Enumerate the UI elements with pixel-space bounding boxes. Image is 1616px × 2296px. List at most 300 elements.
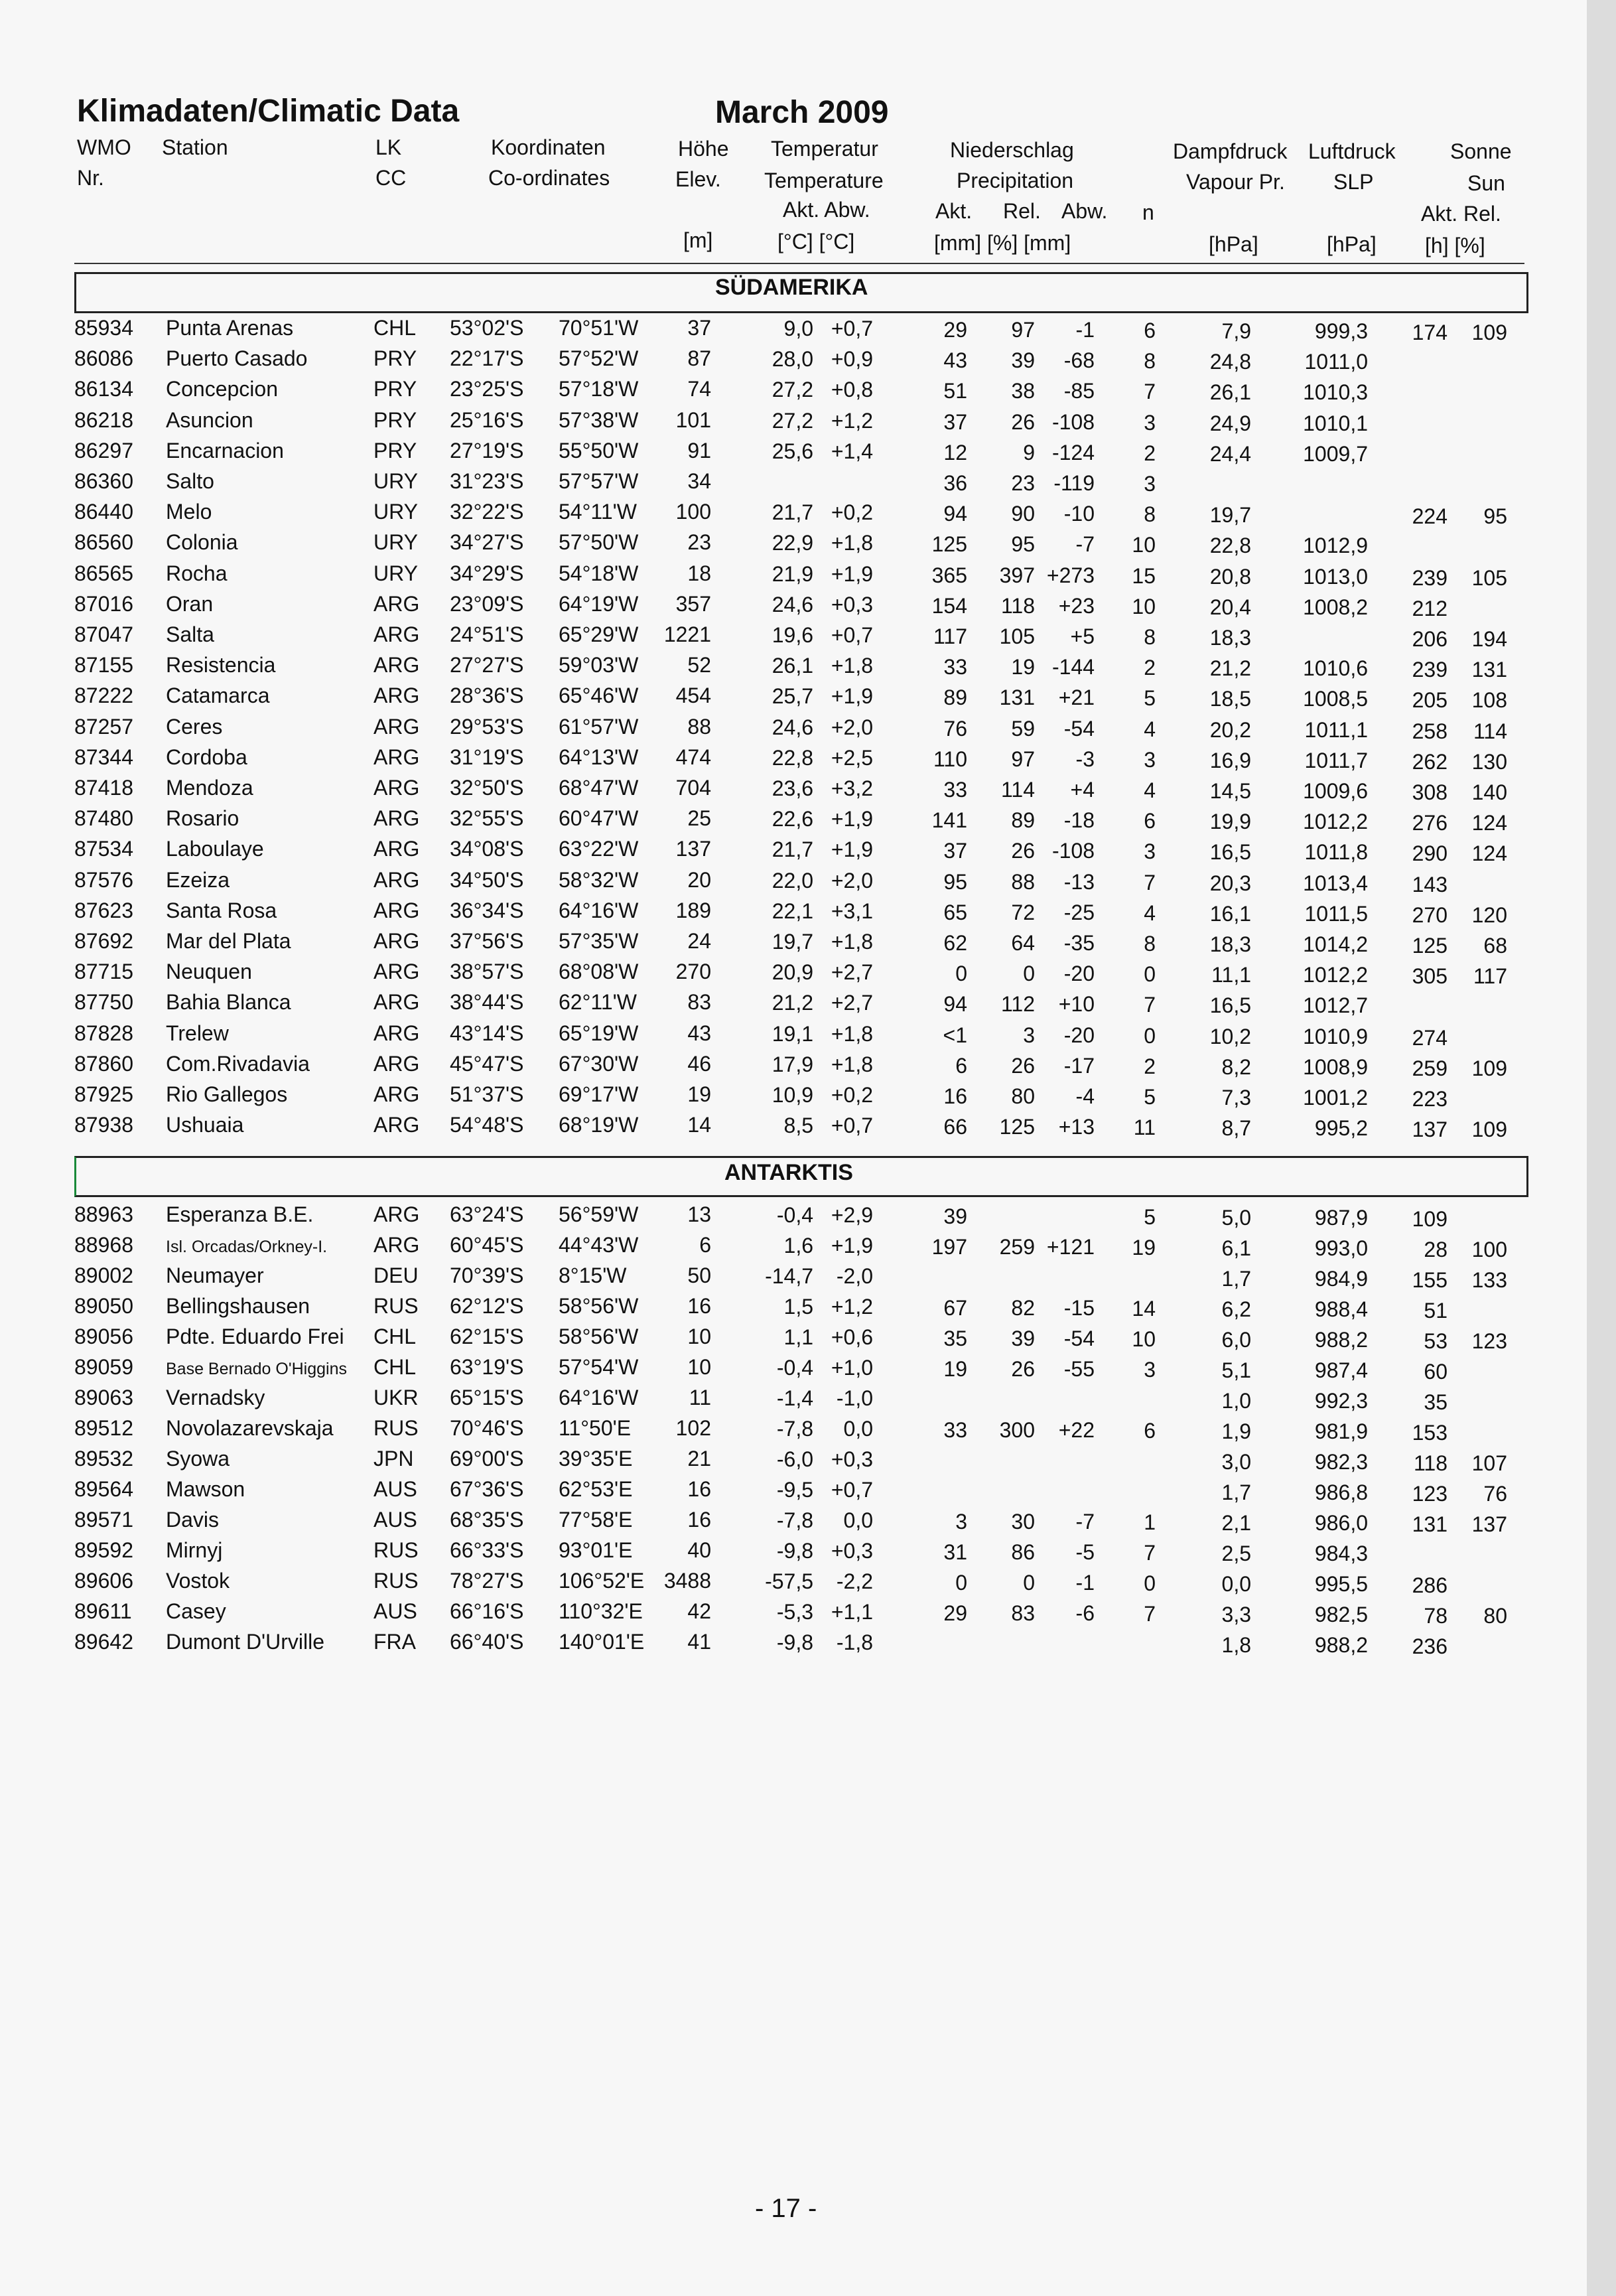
precipitation-relative: 118 — [1000, 593, 1035, 618]
temperature: 22,0 — [772, 868, 813, 893]
elevation: 10 — [687, 1355, 711, 1379]
temperature-anomaly: +1,8 — [831, 1021, 873, 1046]
temperature: 22,6 — [772, 807, 813, 831]
longitude: 68°19'W — [559, 1113, 639, 1137]
table-row — [0, 868, 1587, 898]
sunshine-relative: 107 — [1471, 1451, 1507, 1475]
longitude: 67°30'W — [559, 1051, 639, 1076]
sea-level-pressure: 1001,2 — [1303, 1086, 1368, 1110]
latitude: 29°53'S — [450, 714, 524, 739]
longitude: 93°01'E — [559, 1538, 633, 1562]
rain-days: 2 — [1144, 441, 1156, 465]
longitude: 57°54'W — [559, 1355, 639, 1379]
station-name: Vernadsky — [166, 1386, 265, 1409]
country-code: FRA — [373, 1630, 416, 1654]
precipitation-relative: 59 — [1011, 716, 1035, 741]
longitude: 59°03'W — [559, 653, 639, 678]
precipitation-anomaly: -1 — [1075, 318, 1095, 342]
country-code: ARG — [373, 1113, 420, 1137]
latitude: 67°36'S — [450, 1477, 524, 1501]
rain-days: 7 — [1144, 1602, 1156, 1626]
precipitation-relative: 82 — [1011, 1296, 1035, 1320]
sea-level-pressure: 987,9 — [1314, 1206, 1368, 1230]
sunshine-hours: 125 — [1412, 934, 1448, 958]
temperature: -57,5 — [765, 1569, 813, 1593]
sunshine-relative: 140 — [1471, 780, 1507, 804]
temperature: 19,6 — [772, 623, 813, 647]
temperature-anomaly: +0,6 — [831, 1325, 873, 1349]
vapour-pressure: 7,9 — [1221, 319, 1251, 343]
longitude: 65°29'W — [559, 622, 639, 646]
longitude: 61°57'W — [559, 714, 639, 739]
latitude: 66°40'S — [450, 1630, 524, 1654]
table-row — [0, 1202, 1587, 1233]
latitude: 24°51'S — [450, 622, 524, 646]
sea-level-pressure: 1009,7 — [1303, 441, 1368, 466]
station-name: Bahia Blanca — [166, 990, 291, 1015]
temperature-anomaly: +0,3 — [831, 1539, 873, 1563]
rain-days: 7 — [1144, 380, 1156, 404]
temperature: -7,8 — [776, 1417, 813, 1441]
wmo-number: 87155 — [74, 653, 133, 678]
precipitation: <1 — [943, 1023, 967, 1047]
vapour-pressure: 22,8 — [1209, 534, 1251, 558]
sunshine-hours: 60 — [1424, 1360, 1448, 1384]
elevation: 474 — [675, 745, 711, 769]
vapour-pressure: 6,0 — [1221, 1328, 1251, 1352]
longitude: 106°52'E — [559, 1569, 645, 1593]
temperature-anomaly: +2,7 — [831, 960, 873, 985]
temperature-anomaly: +1,2 — [831, 1295, 873, 1319]
longitude: 68°47'W — [559, 776, 639, 800]
sea-level-pressure: 999,3 — [1314, 319, 1368, 343]
precipitation-relative: 88 — [1011, 869, 1035, 894]
station-name: Isl. Orcadas/Orkney-I. — [166, 1238, 328, 1256]
rain-days: 3 — [1144, 1358, 1156, 1382]
sunshine-relative: 95 — [1483, 504, 1507, 529]
temperature: 19,1 — [772, 1021, 813, 1046]
rain-days: 4 — [1144, 900, 1156, 925]
longitude: 140°01'E — [559, 1630, 645, 1654]
sea-level-pressure: 1014,2 — [1303, 932, 1368, 956]
country-code: ARG — [373, 990, 420, 1015]
precipitation-relative: 0 — [1023, 962, 1035, 986]
col-prec-label: Niederschlag — [950, 138, 1074, 162]
precipitation-relative: 131 — [999, 685, 1035, 710]
table-row — [0, 1508, 1587, 1538]
precipitation-relative: 105 — [999, 624, 1035, 648]
elevation: 16 — [687, 1508, 711, 1532]
wmo-number: 88963 — [74, 1202, 133, 1226]
sunshine-hours: 109 — [1412, 1207, 1448, 1231]
precipitation: 6 — [955, 1053, 967, 1078]
country-code: UKR — [373, 1386, 419, 1409]
temperature: 21,7 — [772, 500, 813, 525]
latitude: 60°45'S — [450, 1233, 524, 1257]
temperature-anomaly: +1,8 — [831, 531, 873, 555]
sea-level-pressure: 988,4 — [1314, 1297, 1368, 1321]
rain-days: 3 — [1144, 747, 1156, 772]
sea-level-pressure: 1010,1 — [1303, 411, 1368, 435]
rain-days: 14 — [1132, 1297, 1156, 1321]
precipitation-relative: 86 — [1011, 1540, 1035, 1564]
temperature: 24,6 — [772, 715, 813, 739]
precipitation-anomaly: -1 — [1075, 1571, 1095, 1595]
rain-days: 7 — [1144, 1541, 1156, 1565]
precipitation: 33 — [943, 1418, 967, 1442]
col-elev-label: Höhe — [678, 137, 729, 161]
wmo-number: 89532 — [74, 1447, 133, 1471]
latitude: 34°50'S — [450, 867, 524, 892]
station-name: Trelew — [166, 1021, 229, 1045]
temperature-anomaly: +0,7 — [831, 1113, 873, 1138]
table-row — [0, 806, 1587, 837]
header-divider — [74, 263, 1524, 264]
sea-level-pressure: 984,9 — [1314, 1267, 1368, 1291]
wmo-number: 89606 — [74, 1569, 133, 1593]
longitude: 77°58'E — [559, 1508, 633, 1532]
precipitation-anomaly: +5 — [1070, 624, 1095, 648]
wmo-number: 86297 — [74, 438, 133, 463]
precipitation-anomaly: -3 — [1075, 747, 1095, 771]
col-slp-label: Luftdruck — [1308, 139, 1396, 163]
elevation: 23 — [687, 530, 711, 555]
station-name: Mawson — [166, 1477, 245, 1501]
precipitation-relative: 72 — [1011, 900, 1035, 924]
precipitation-anomaly: -7 — [1075, 1510, 1095, 1534]
table-row — [0, 1113, 1587, 1143]
precipitation: 33 — [943, 778, 967, 802]
wmo-number: 87480 — [74, 806, 133, 831]
temperature: 22,8 — [772, 745, 813, 770]
temperature-anomaly: -2,0 — [836, 1264, 873, 1288]
precipitation-anomaly: -85 — [1063, 379, 1095, 403]
station-name: Casey — [166, 1599, 226, 1623]
sea-level-pressure: 1011,5 — [1304, 901, 1368, 926]
unit-vp: [hPa] — [1209, 232, 1258, 256]
rain-days: 5 — [1144, 1205, 1156, 1229]
latitude: 45°47'S — [450, 1051, 524, 1076]
rain-days: 6 — [1144, 1419, 1156, 1443]
precipitation: 117 — [933, 624, 967, 648]
vapour-pressure: 7,3 — [1221, 1086, 1251, 1110]
longitude: 65°19'W — [559, 1021, 639, 1045]
temperature: 26,1 — [772, 654, 813, 678]
country-code: ARG — [373, 1233, 420, 1257]
elevation: 88 — [687, 714, 711, 739]
precipitation-relative: 9 — [1023, 440, 1035, 465]
station-name: Com.Rivadavia — [166, 1051, 310, 1076]
latitude: 69°00'S — [450, 1447, 524, 1471]
station-name: Asuncion — [166, 407, 253, 432]
precipitation-anomaly: -144 — [1051, 655, 1095, 680]
country-code: ARG — [373, 653, 420, 678]
wmo-number: 86134 — [74, 377, 133, 401]
station-name: Vostok — [166, 1569, 230, 1593]
temperature: 28,0 — [772, 347, 813, 372]
elevation: 91 — [687, 438, 711, 463]
precipitation: 37 — [943, 409, 967, 434]
precipitation: 110 — [933, 747, 967, 771]
precipitation-relative: 26 — [1011, 409, 1035, 434]
temperature: 23,6 — [772, 776, 813, 800]
sunshine-hours: 131 — [1412, 1512, 1448, 1536]
precipitation-relative: 3 — [1023, 1023, 1035, 1047]
precipitation: 94 — [943, 502, 967, 526]
sunshine-hours: 290 — [1412, 841, 1448, 866]
station-name: Rio Gallegos — [166, 1082, 288, 1106]
latitude: 62°12'S — [450, 1294, 524, 1318]
precipitation-anomaly: -108 — [1051, 409, 1095, 434]
temperature: -14,7 — [765, 1264, 813, 1288]
precipitation-relative: 26 — [1011, 1357, 1035, 1381]
table-row — [0, 1263, 1587, 1294]
vapour-pressure: 6,1 — [1221, 1236, 1251, 1260]
elevation: 137 — [675, 837, 711, 861]
rain-days: 8 — [1144, 932, 1156, 956]
wmo-number: 88968 — [74, 1233, 133, 1257]
station-name: Syowa — [166, 1447, 230, 1471]
station-name: Esperanza B.E. — [166, 1202, 314, 1226]
wmo-number: 87534 — [74, 837, 133, 861]
table-row — [0, 1477, 1587, 1508]
sunshine-relative: 80 — [1483, 1604, 1507, 1628]
sea-level-pressure: 992,3 — [1314, 1389, 1368, 1413]
temperature: 25,6 — [772, 439, 813, 463]
table-row — [0, 776, 1587, 806]
wmo-number: 89512 — [74, 1416, 133, 1440]
elevation: 20 — [687, 867, 711, 892]
station-name: Salto — [166, 469, 214, 493]
precipitation-relative: 19 — [1011, 655, 1035, 680]
vapour-pressure: 1,7 — [1221, 1267, 1251, 1291]
precipitation: 62 — [943, 931, 967, 955]
rain-days: 6 — [1144, 319, 1156, 342]
sunshine-relative: 117 — [1473, 964, 1507, 989]
temperature: 10,9 — [772, 1083, 813, 1107]
col-elev-label-en: Elev. — [675, 167, 721, 191]
elevation: 1221 — [663, 622, 711, 646]
table-row — [0, 1569, 1587, 1599]
sea-level-pressure: 1011,7 — [1304, 748, 1368, 772]
wmo-number: 86360 — [74, 469, 133, 493]
vapour-pressure: 19,7 — [1209, 503, 1251, 528]
elevation: 10 — [687, 1325, 711, 1348]
precipitation: 95 — [943, 869, 967, 894]
latitude: 32°22'S — [450, 500, 524, 524]
temperature: 17,9 — [772, 1052, 813, 1076]
temperature: 1,6 — [783, 1234, 813, 1257]
precipitation: 0 — [955, 1571, 967, 1595]
latitude: 34°29'S — [450, 561, 524, 585]
elevation: 46 — [687, 1051, 711, 1076]
rain-days: 8 — [1144, 502, 1156, 527]
elevation: 101 — [675, 407, 711, 432]
precipitation-anomaly: -4 — [1075, 1084, 1095, 1108]
sunshine-relative: 105 — [1471, 565, 1507, 590]
sea-level-pressure: 987,4 — [1314, 1358, 1368, 1382]
sunshine-hours: 212 — [1412, 596, 1448, 620]
col-temp-label-en: Temperature — [764, 169, 884, 192]
vapour-pressure: 26,1 — [1209, 380, 1251, 405]
table-row — [0, 960, 1587, 990]
unit-temp: [°C] [°C] — [777, 230, 855, 253]
country-code: ARG — [373, 714, 420, 739]
precipitation: 65 — [943, 900, 967, 924]
vapour-pressure: 24,9 — [1209, 411, 1251, 435]
temperature: -6,0 — [776, 1447, 813, 1471]
vapour-pressure: 18,3 — [1209, 626, 1251, 650]
sunshine-hours: 308 — [1412, 780, 1448, 804]
vapour-pressure: 18,5 — [1209, 687, 1251, 711]
sunshine-hours: 239 — [1412, 658, 1448, 682]
precipitation-relative: 0 — [1023, 1571, 1035, 1595]
wmo-number: 87925 — [74, 1082, 133, 1106]
sunshine-relative: 133 — [1471, 1268, 1507, 1292]
precipitation-relative: 23 — [1011, 471, 1035, 495]
col-prec-sub-n: n — [1142, 200, 1154, 224]
rain-days: 1 — [1144, 1510, 1156, 1534]
longitude: 65°46'W — [559, 683, 639, 708]
elevation: 189 — [675, 898, 711, 922]
longitude: 56°59'W — [559, 1202, 639, 1226]
temperature-anomaly: +1,4 — [831, 439, 873, 463]
rain-days: 6 — [1144, 809, 1156, 833]
table-row — [0, 1447, 1587, 1477]
elevation: 3488 — [663, 1569, 711, 1593]
precipitation-relative: 64 — [1011, 931, 1035, 955]
precipitation-anomaly: +121 — [1046, 1235, 1095, 1259]
rain-days: 5 — [1144, 686, 1156, 711]
precipitation-relative: 97 — [1011, 318, 1035, 342]
elevation: 100 — [675, 500, 711, 524]
sea-level-pressure: 986,0 — [1314, 1511, 1368, 1535]
wmo-number: 87715 — [74, 960, 133, 984]
precipitation-anomaly: -54 — [1063, 716, 1095, 741]
vapour-pressure: 24,8 — [1209, 350, 1251, 374]
latitude: 51°37'S — [450, 1082, 524, 1106]
country-code: PRY — [373, 377, 417, 401]
table-row — [0, 990, 1587, 1021]
precipitation-anomaly: -108 — [1051, 839, 1095, 863]
latitude: 31°23'S — [450, 469, 524, 493]
precipitation-relative: 259 — [999, 1235, 1035, 1259]
wmo-number: 87344 — [74, 745, 133, 769]
rain-days: 19 — [1132, 1236, 1156, 1259]
temperature-anomaly: +1,2 — [831, 408, 873, 433]
precipitation: 43 — [943, 348, 967, 373]
wmo-number: 87828 — [74, 1021, 133, 1045]
station-name: Salta — [166, 622, 214, 646]
sea-level-pressure: 1008,2 — [1303, 595, 1368, 619]
precipitation-anomaly: -13 — [1063, 869, 1095, 894]
vapour-pressure: 2,1 — [1221, 1511, 1251, 1535]
latitude: 78°27'S — [450, 1569, 524, 1593]
country-code: URY — [373, 530, 418, 555]
station-name: Ezeiza — [166, 867, 230, 892]
table-row — [0, 683, 1587, 714]
sea-level-pressure: 1012,2 — [1303, 963, 1368, 987]
rain-days: 3 — [1144, 410, 1156, 435]
longitude: 57°18'W — [559, 377, 639, 401]
elevation: 25 — [687, 806, 711, 831]
temperature: -1,4 — [776, 1386, 813, 1410]
latitude: 23°25'S — [450, 377, 524, 401]
elevation: 102 — [675, 1416, 711, 1440]
temperature: 27,2 — [772, 408, 813, 433]
precipitation: 141 — [931, 808, 967, 833]
precipitation-anomaly: +273 — [1046, 563, 1095, 587]
table-row — [0, 439, 1587, 469]
temperature: 21,7 — [772, 837, 813, 862]
latitude: 38°57'S — [450, 960, 524, 984]
table-row — [0, 1599, 1587, 1630]
precipitation-relative: 26 — [1011, 1053, 1035, 1078]
precipitation: 66 — [943, 1115, 967, 1139]
wmo-number: 89592 — [74, 1538, 133, 1562]
precipitation-anomaly: -15 — [1063, 1296, 1095, 1320]
country-code: PRY — [373, 438, 417, 463]
sea-level-pressure: 984,3 — [1314, 1542, 1368, 1565]
document-title: Klimadaten/Climatic Data — [77, 94, 460, 129]
temperature-anomaly: +2,9 — [831, 1203, 873, 1227]
rain-days: 0 — [1144, 962, 1156, 987]
precipitation: 29 — [943, 1601, 967, 1625]
longitude: 58°56'W — [559, 1325, 639, 1348]
sea-level-pressure: 981,9 — [1314, 1419, 1368, 1443]
elevation: 6 — [699, 1233, 711, 1257]
rain-days: 0 — [1144, 1023, 1156, 1048]
precipitation-anomaly: -17 — [1063, 1053, 1095, 1078]
col-coord-label: Koordinaten — [491, 135, 606, 159]
section-title-suedamerika: SÜDAMERIKA — [715, 275, 868, 300]
precipitation-anomaly: -68 — [1063, 348, 1095, 373]
rain-days: 15 — [1132, 563, 1156, 588]
station-name: Mar del Plata — [166, 929, 291, 953]
col-prec-sub-abw: Abw. — [1061, 199, 1108, 223]
station-name: Laboulaye — [166, 837, 264, 861]
precipitation: 37 — [943, 839, 967, 863]
precipitation-anomaly: -7 — [1075, 532, 1095, 557]
col-sun-label-en: Sun — [1467, 171, 1505, 195]
vapour-pressure: 5,1 — [1221, 1358, 1251, 1382]
table-row — [0, 500, 1587, 530]
country-code: ARG — [373, 1051, 420, 1076]
sea-level-pressure: 1010,3 — [1303, 380, 1368, 405]
vapour-pressure: 20,2 — [1209, 717, 1251, 742]
table-row — [0, 622, 1587, 653]
temperature-anomaly: 0,0 — [843, 1417, 873, 1441]
station-name: Ceres — [166, 714, 223, 739]
station-name: Ushuaia — [166, 1113, 244, 1137]
precipitation: 76 — [943, 716, 967, 741]
sea-level-pressure: 982,3 — [1314, 1450, 1368, 1474]
longitude: 44°43'W — [559, 1233, 639, 1257]
elevation: 11 — [689, 1386, 711, 1409]
latitude: 27°19'S — [450, 438, 524, 463]
temperature-anomaly: +1,8 — [831, 1052, 873, 1076]
table-row — [0, 1538, 1587, 1569]
station-name: Pdte. Eduardo Frei — [166, 1325, 344, 1348]
country-code: AUS — [373, 1599, 417, 1623]
latitude: 66°33'S — [450, 1538, 524, 1562]
longitude: 64°16'W — [559, 1386, 639, 1409]
elevation: 37 — [687, 316, 711, 340]
country-code: JPN — [373, 1447, 414, 1471]
col-vp-label: Dampfdruck — [1173, 139, 1288, 163]
col-prec-sub-akt: Akt. — [935, 199, 973, 223]
elevation: 42 — [687, 1599, 711, 1623]
